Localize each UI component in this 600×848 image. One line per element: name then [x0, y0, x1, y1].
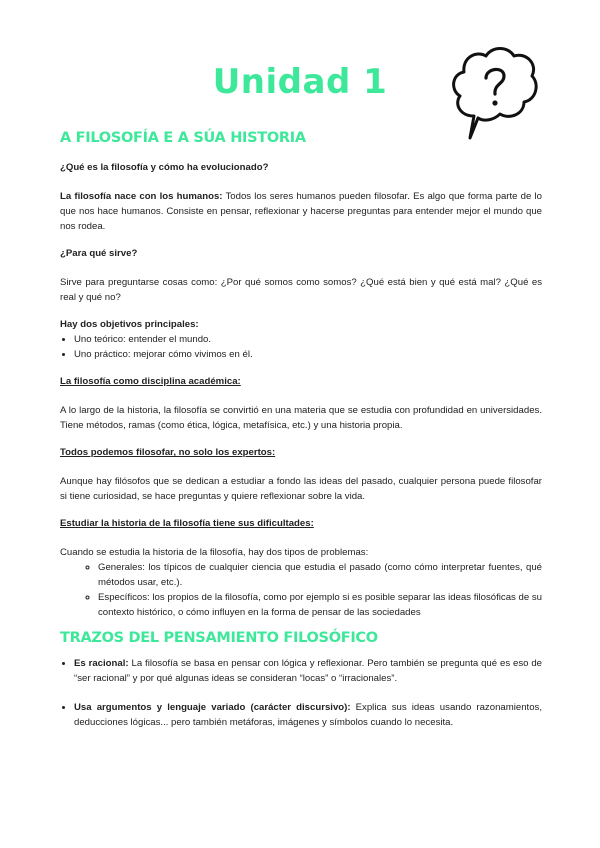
paragraph-nace-con-humanos	[60, 189, 542, 234]
disciplina-heading	[60, 374, 542, 389]
lead-racional: Es racional:	[74, 658, 129, 669]
dificultades-list	[60, 560, 542, 620]
question-que-es: ¿Qué es la filosofía y cómo ha evolucionado?	[60, 162, 269, 173]
list-item: • Uno teórico: entender el mundo.	[74, 332, 542, 347]
list-item	[74, 656, 542, 686]
trazos-list	[60, 656, 542, 730]
unit-title: Unidad 1	[212, 62, 388, 102]
section-heading-trazos: TRAZOS DEL PENSAMIENTO FILOSÓFICO	[60, 630, 378, 646]
dificultades-heading-text: Estudiar la historia de la filosofía tiene sus dificultades:	[60, 518, 314, 529]
lead-argumentos: Usa argumentos y lenguaje variado (carácter discursivo):	[74, 702, 351, 713]
lead-nace-con-humanos: La filosofía nace con los humanos:	[60, 191, 223, 202]
text-racional: La filosofía se basa en pensar con lógica y reflexionar. Pero también se pregunta qué es eso de “ser racional” y por qué algunas ideas se consideran “locas” o “irracionales”.	[74, 658, 543, 684]
paragraph-todos: Aunque hay filósofos que se dedican a estudiar a fondo las ideas del pasado, cualquier persona puede filosofar si tiene curiosidad, se hace preguntas y quiere reflexionar sobre la vida.	[60, 476, 542, 502]
paragraph-para-que-sirve: Sirve para preguntarse cosas como: ¿Por qué somos como somos? ¿Qué está bien y qué está mal? ¿Qué es real y qué no?	[60, 277, 542, 303]
list-item: ◦ Específicos: los propios de la filosofía, como por ejemplo si es posible separar las ideas filosóficas de su contexto histórico, o cómo influyen en la forma de pensar de las sociedades	[98, 590, 542, 620]
objetivos-heading: Hay dos objetivos principales:	[60, 319, 199, 330]
dificultades-heading	[60, 516, 542, 531]
list-item: ◦ Generales: los típicos de cualquier ciencia que estudia el pasado (como cómo interpretar fuentes, qué métodos usar, etc.).	[98, 560, 542, 590]
text-argumentos: Explica sus ideas usando razonamientos, deducciones lógicas... pero también metáforas, imágenes y símbolos cuando lo necesita.	[74, 702, 542, 728]
text-nace-con-humanos: Todos los seres humanos pueden filosofar. Es algo que forma parte de lo que nos hace humanos. Consiste en pensar, reflexionar y hacerse preguntas para entender mejor el mundo que nos rodea.	[60, 191, 542, 232]
section-heading-filosofia-historia: A FILOSOFÍA E A SÚA HISTORIA	[60, 130, 306, 146]
document-body	[60, 126, 542, 744]
objetivos-list	[60, 332, 542, 362]
paragraph-disciplina: A lo largo de la historia, la filosofía se convirtió en una materia que se estudia con profundidad en universidades. Tiene métodos, ramas (como ética, lógica, metafísica, etc.) y una historia propia.	[60, 405, 542, 431]
question-para-que-sirve: ¿Para qué sirve?	[60, 248, 138, 259]
list-item: • Uno práctico: mejorar cómo vivimos en él.	[74, 347, 542, 362]
disciplina-heading-text: La filosofía como disciplina académica:	[60, 376, 241, 387]
dificultades-intro: Cuando se estudia la historia de la filosofía, hay dos tipos de problemas:	[60, 547, 369, 558]
todos-heading	[60, 445, 542, 460]
todos-heading-text: Todos podemos filosofar, no solo los expertos:	[60, 447, 276, 458]
list-item	[74, 700, 542, 730]
